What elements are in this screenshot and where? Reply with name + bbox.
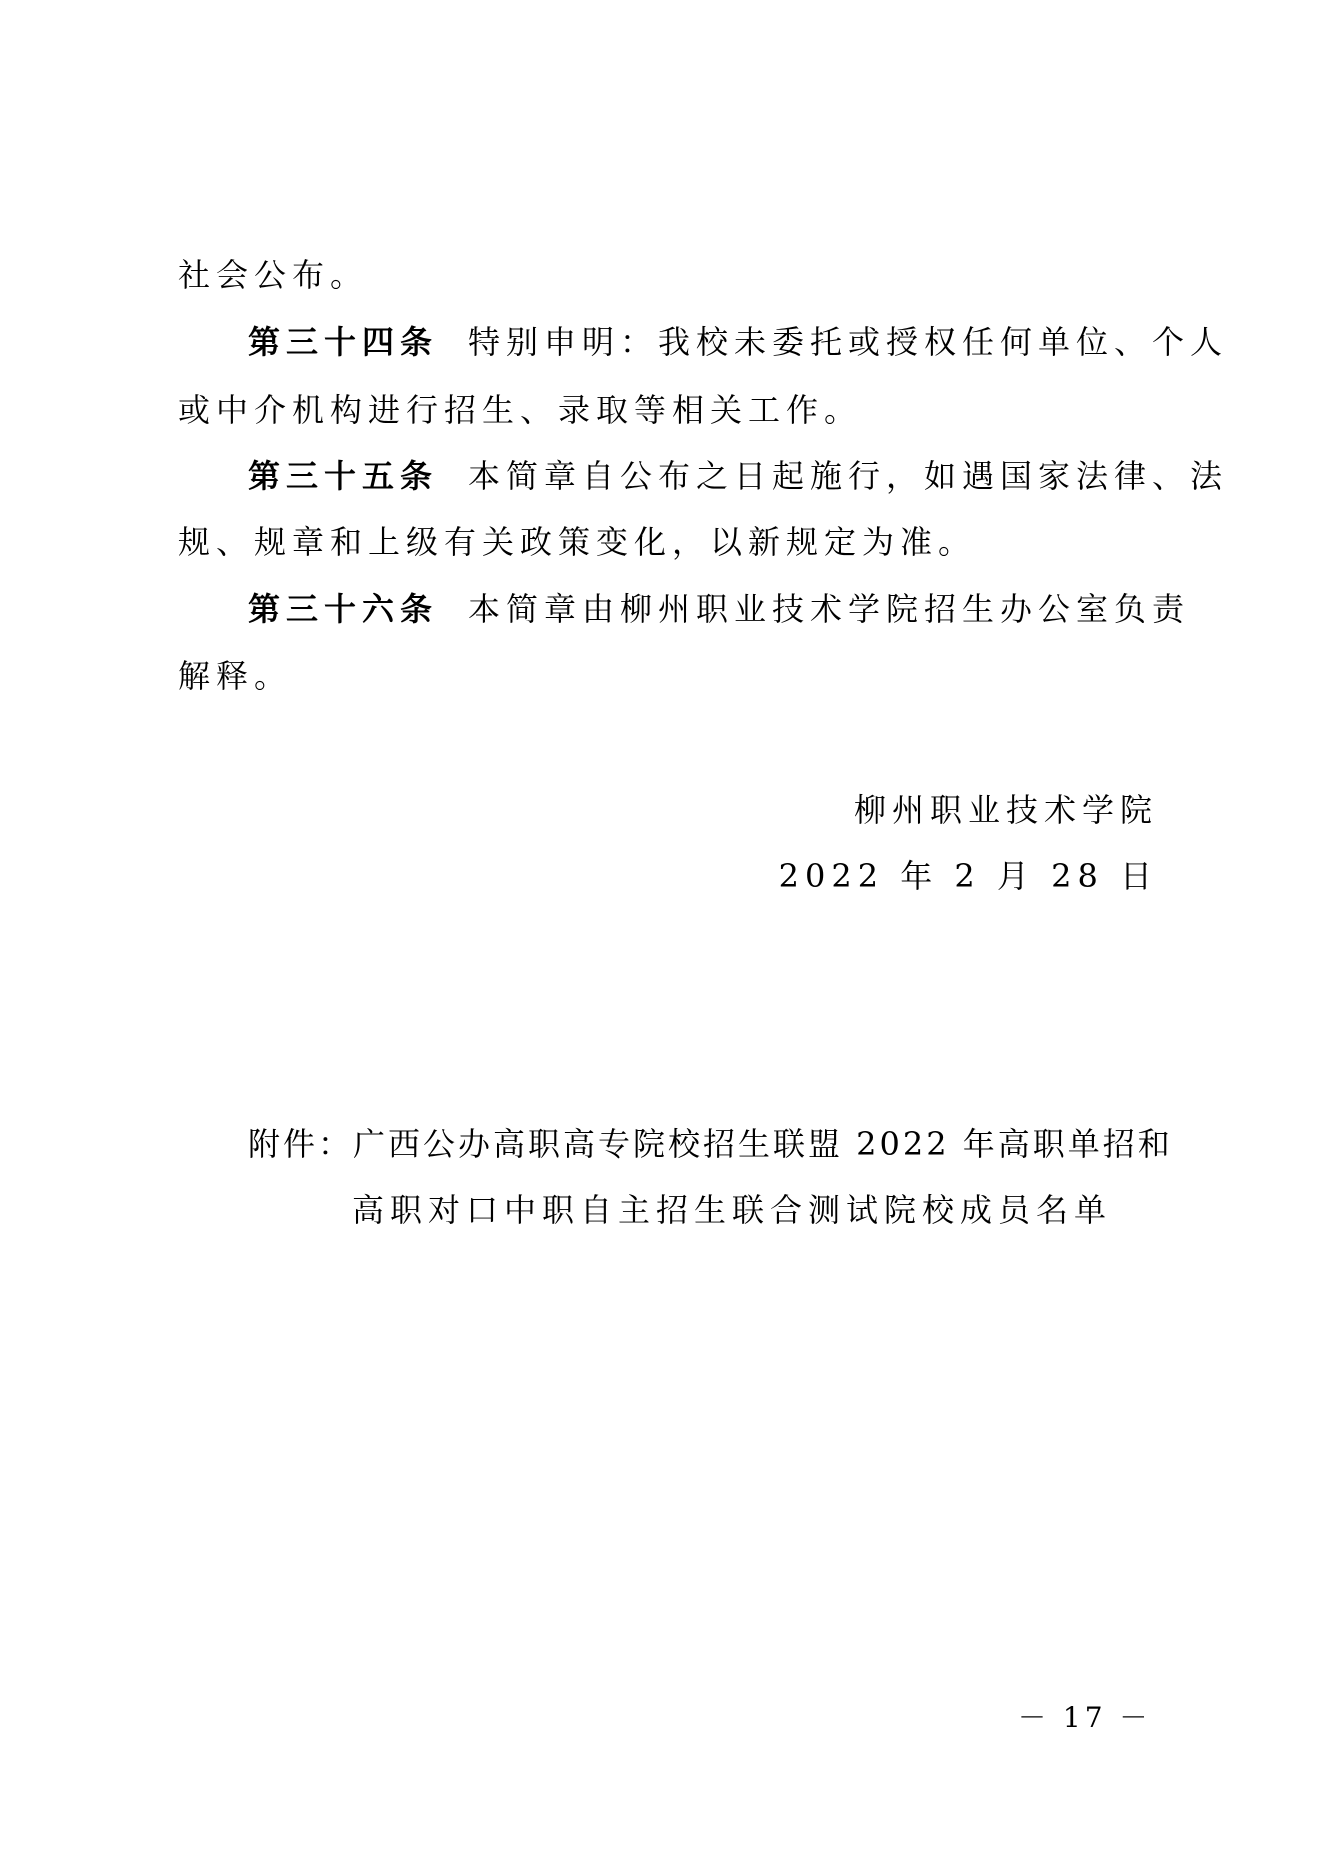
article-36-number: 第三十六条 (248, 590, 439, 628)
page-number: － 17 － (1018, 1701, 1152, 1734)
article-34-number: 第三十四条 (248, 323, 439, 361)
article-35-text-1: 本简章自公布之日起施行，如遇国家法律、法 (468, 457, 1229, 495)
attachment-line-1: 附件：广西公办高职高专院校招生联盟 2022 年高职单招和 (248, 1125, 1173, 1163)
article-34-line-2: 或中介机构进行招生、录取等相关工作。 (178, 391, 863, 429)
article-35-line-1 (248, 456, 1228, 496)
article-36-line-1 (248, 589, 1190, 629)
signature-date: 2022 年 2 月 28 日 (778, 857, 1158, 895)
article-36-text-1: 本简章由柳州职业技术学院招生办公室负责 (468, 590, 1191, 628)
attachment-line-2: 高职对口中职自主招生联合测试院校成员名单 (352, 1191, 1113, 1229)
article-34-line-1 (248, 322, 1228, 362)
article-36-line-2: 解释。 (178, 657, 293, 695)
article-35-number: 第三十五条 (248, 457, 439, 495)
signature-institution: 柳州职业技术学院 (853, 791, 1158, 829)
article-35-line-2: 规、规章和上级有关政策变化，以新规定为准。 (178, 523, 977, 561)
continuation-text: 社会公布。 (178, 256, 369, 294)
article-34-text-1: 特别申明：我校未委托或授权任何单位、个人 (468, 323, 1229, 361)
